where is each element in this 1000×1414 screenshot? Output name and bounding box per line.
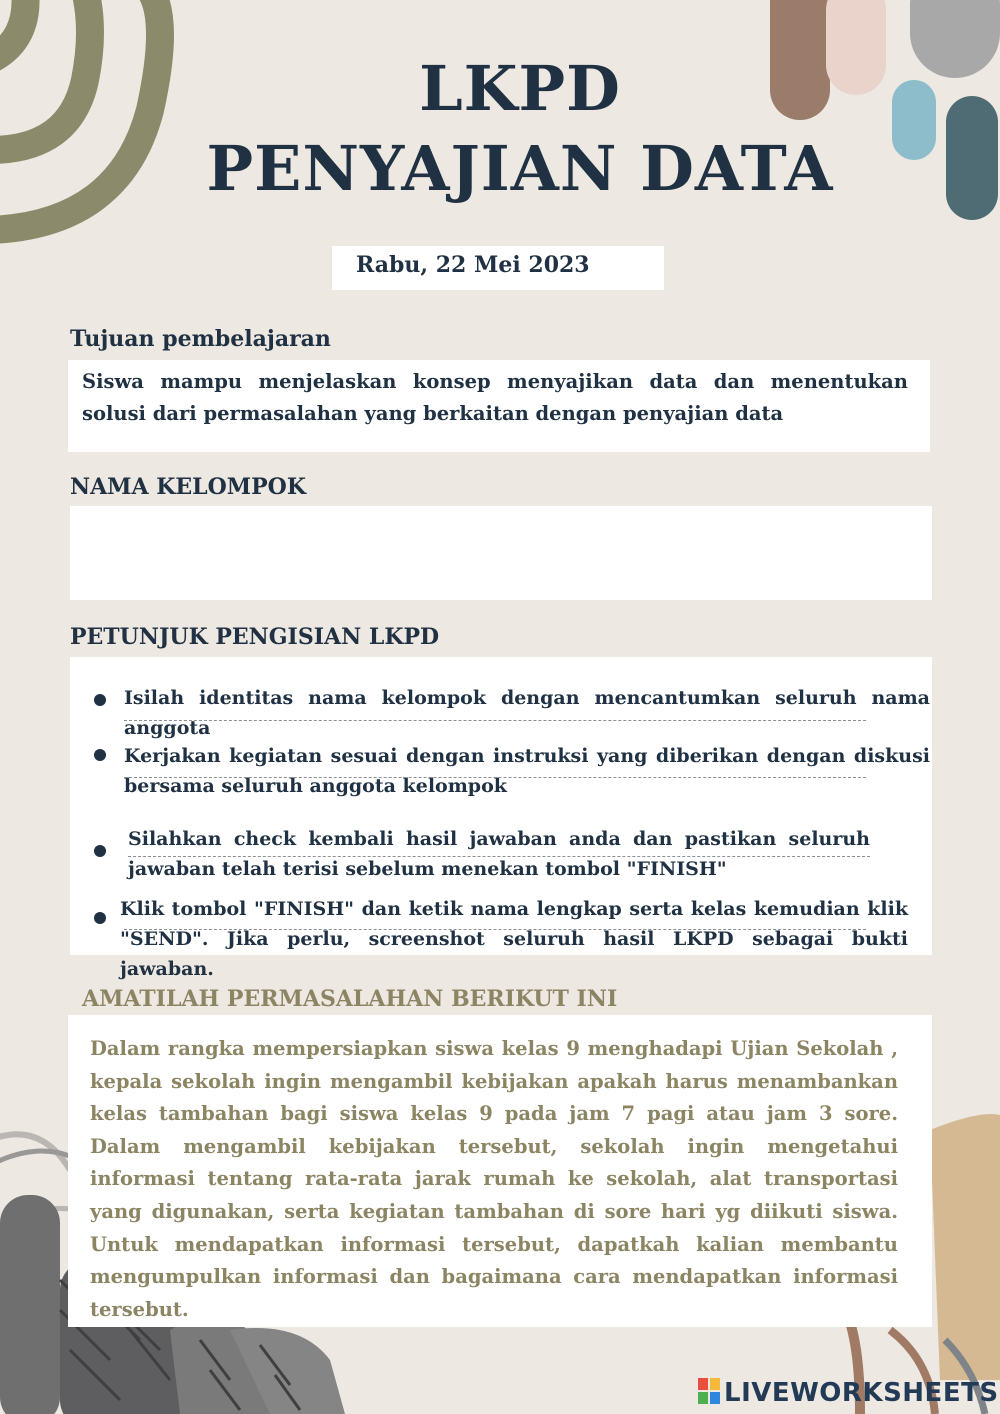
dashed-divider xyxy=(124,720,866,721)
bullet-icon xyxy=(94,912,106,924)
instructions-heading: PETUNJUK PENGISIAN LKPD xyxy=(70,624,440,650)
dashed-divider xyxy=(124,929,866,930)
bullet-icon xyxy=(94,694,106,706)
dashed-divider xyxy=(128,856,870,857)
bullet-icon xyxy=(94,749,106,761)
date-text: Rabu, 22 Mei 2023 xyxy=(356,252,590,278)
instruction-item-3: Silahkan check kembali hasil jawaban anda dan pastikan seluruh jawaban telah terisi sebelum menekan tombol "FINISH" xyxy=(128,828,870,880)
page-title-line1: LKPD xyxy=(419,52,621,125)
goal-heading: Tujuan pembelajaran xyxy=(70,326,331,352)
bullet-icon xyxy=(94,845,106,857)
instruction-item-4: Klik tombol "FINISH" dan ketik nama lengkap serta kelas kemudian klik "SEND". Jika perlu, screenshot seluruh hasil LKPD sebagai bukti jawaban. xyxy=(120,898,908,980)
group-heading: NAMA KELOMPOK xyxy=(70,474,306,500)
instruction-item-2: Kerjakan kegiatan sesuai dengan instruksi yang diberikan dengan diskusi bersama seluruh anggota kelompok xyxy=(124,745,930,797)
goal-text: Siswa mampu menjelaskan konsep menyajikan data dan menentukan solusi dari permasalahan yang berkaitan dengan penyajian data xyxy=(82,370,908,425)
problem-text: Dalam rangka mempersiapkan siswa kelas 9 menghadapi Ujian Sekolah , kepala sekolah ingin mengambil kebijakan apakah harus menambankan kelas tambahan bagi siswa kelas 9 pada jam 7 pagi atau jam 3 sore. Dalam mengambil kebijakan tersebut, sekolah ingin mengetahui informasi tentang rata-rata jarak rumah ke sekolah, alat transportasi yang digunakan, serta kegiatan tambahan di sore hari yg diikuti siswa. Untuk mendapatkan informasi tersebut, dapatkah kalian membantu mengumpulkan informasi dan bagaimana cara mendapatkan informasi tersebut. xyxy=(90,1037,898,1321)
dashed-divider xyxy=(124,777,866,778)
liveworksheets-logo-text: LIVEWORKSHEETS xyxy=(724,1378,999,1408)
instruction-item-1: Isilah identitas nama kelompok dengan mencantumkan seluruh nama anggota xyxy=(124,687,930,739)
date-box xyxy=(332,246,664,290)
liveworksheets-logo xyxy=(698,1378,999,1408)
liveworksheets-logo-icon xyxy=(698,1378,720,1404)
page-title-line2: PENYAJIAN DATA xyxy=(206,132,834,205)
group-name-input[interactable] xyxy=(70,506,932,600)
problem-heading: AMATILAH PERMASALAHAN BERIKUT INI xyxy=(82,986,618,1012)
